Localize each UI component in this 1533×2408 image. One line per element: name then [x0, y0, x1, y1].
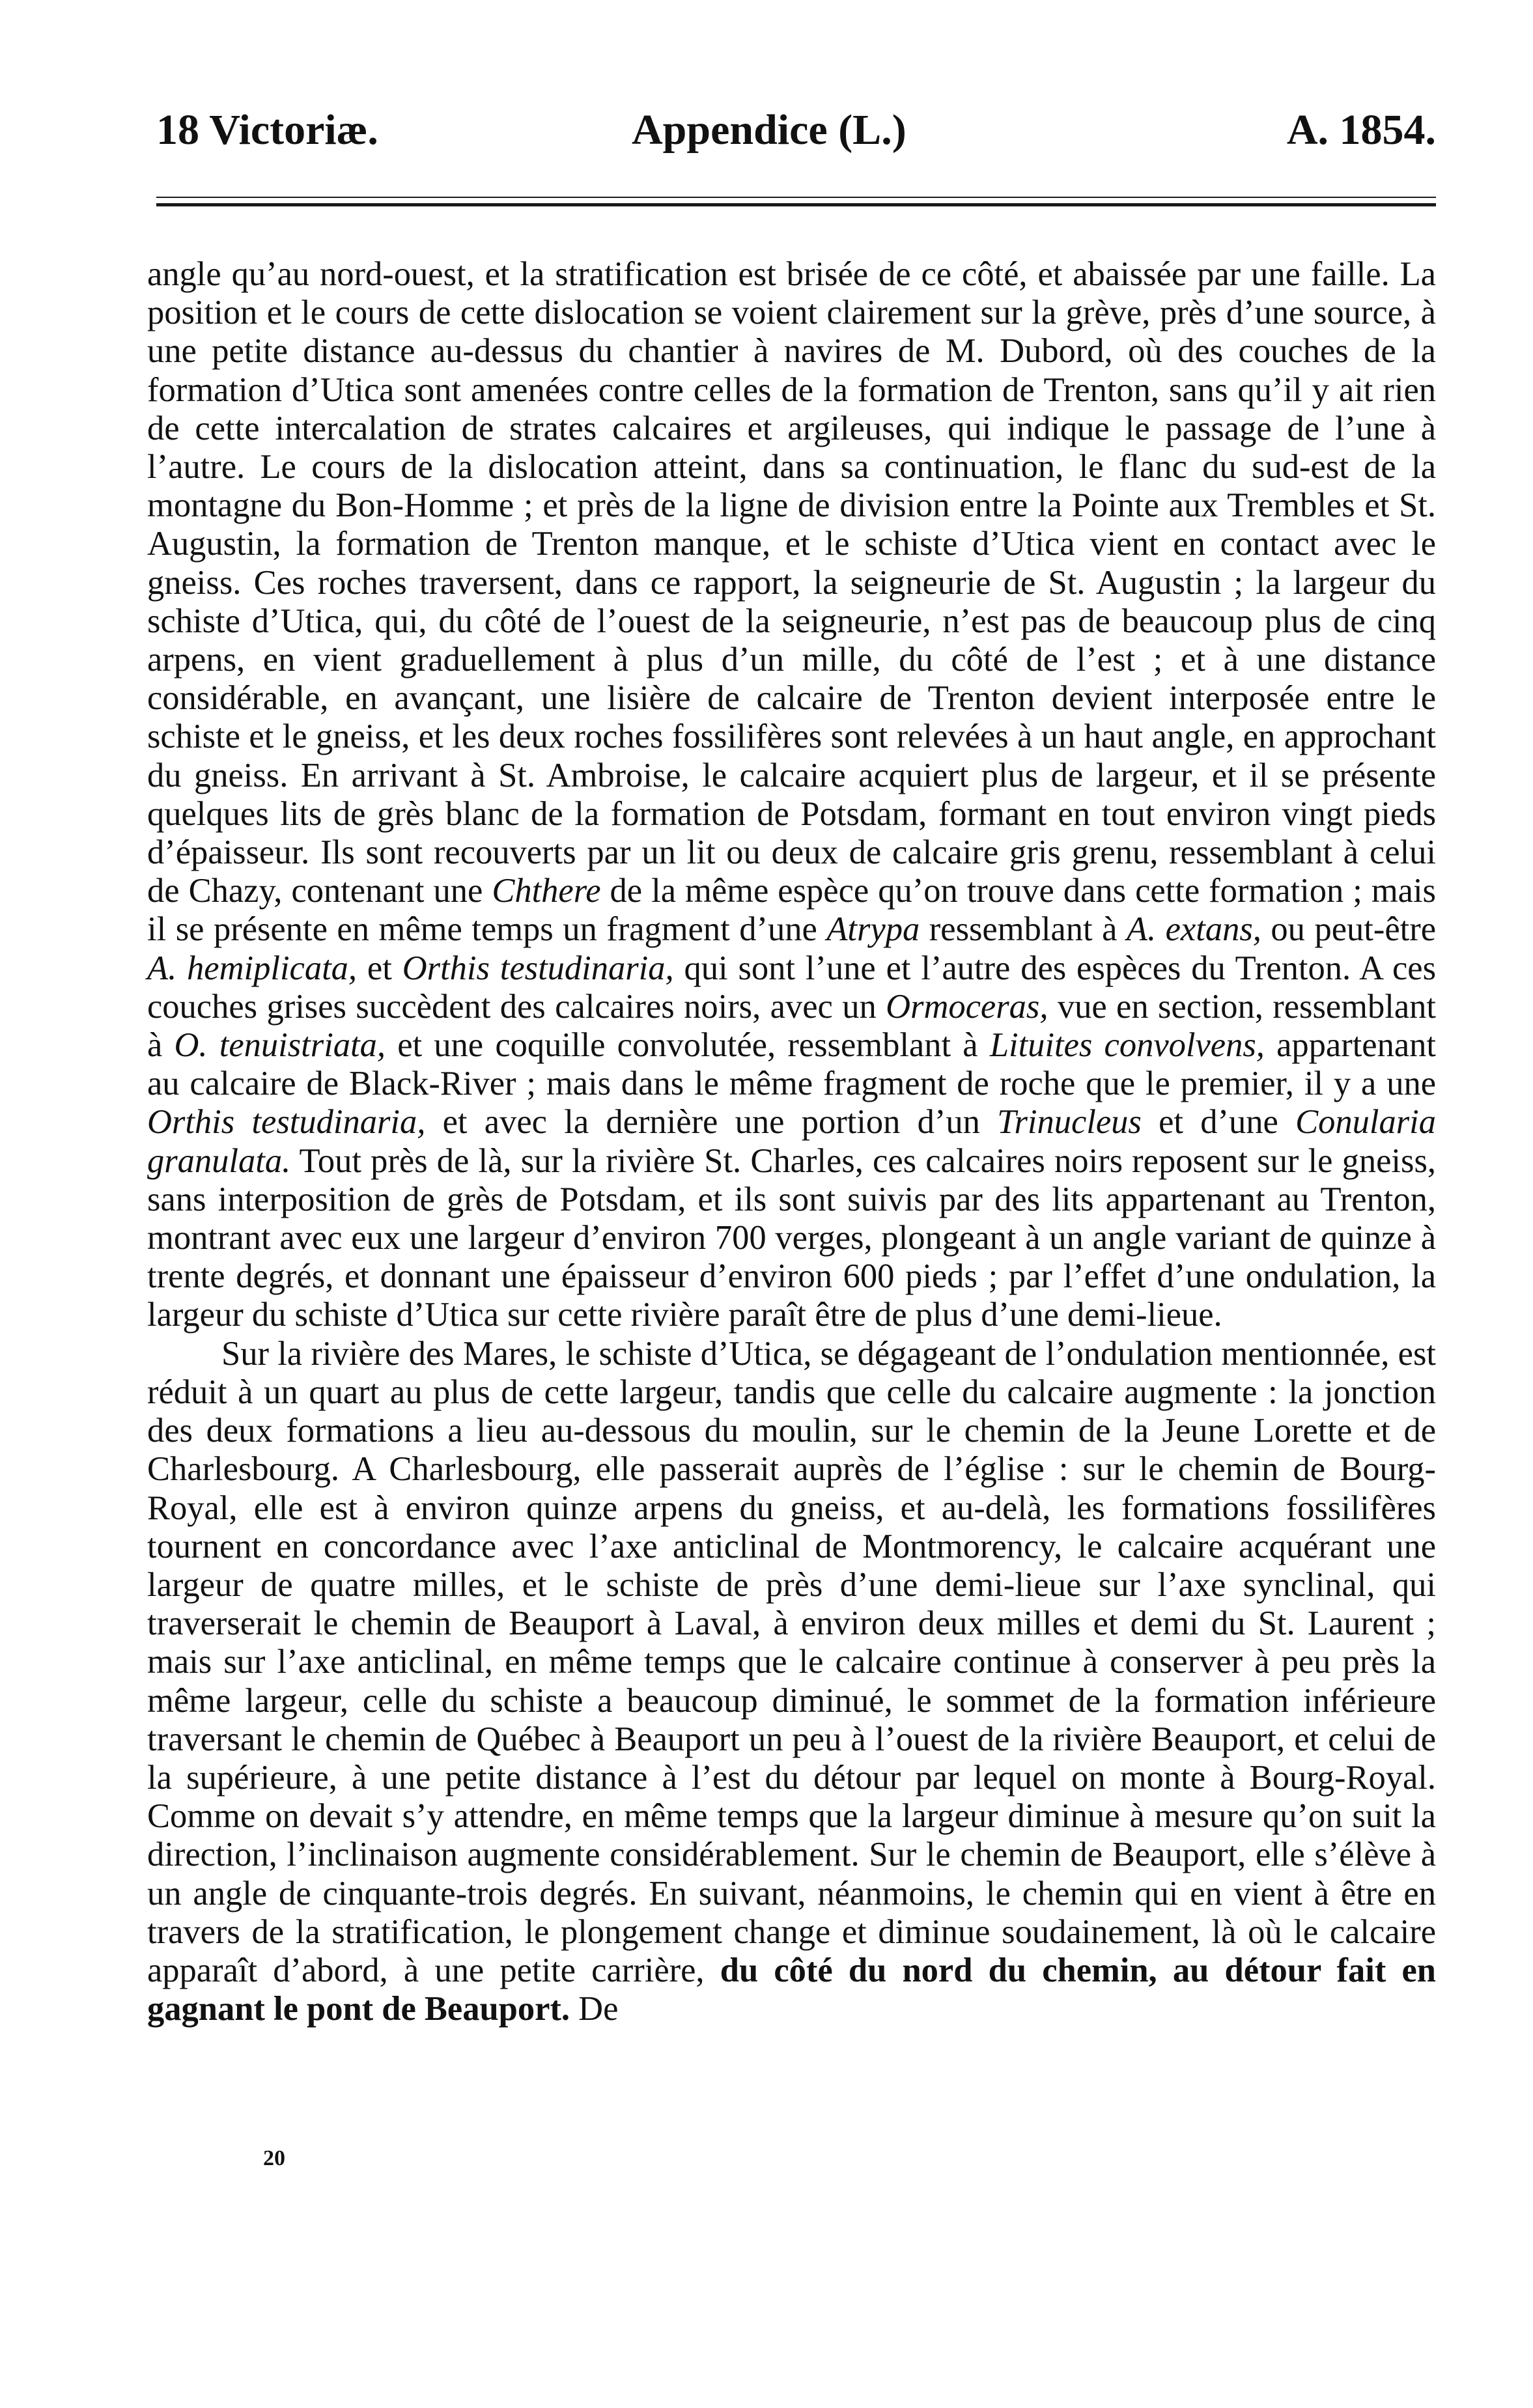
- running-header: [156, 101, 1436, 160]
- paragraph: [147, 1335, 1436, 2029]
- text-run: et d’une: [1141, 1103, 1296, 1141]
- text-run: ou peut-être: [1261, 910, 1436, 949]
- text-run: vue en section, ressemblant à: [147, 987, 1436, 1065]
- italic-run: Atrypa: [826, 910, 920, 949]
- italic-run: Lituites convolvens,: [989, 1026, 1265, 1065]
- header-rule-thin: [156, 197, 1436, 198]
- text-run: et une coquille convolutée, ressemblant à: [386, 1026, 990, 1065]
- italic-run: Orthis testudinaria,: [147, 1103, 426, 1141]
- text-run: angle qu’au nord-ouest, et la stratification est brisée de ce côté, et abaissée par une faille. La position et le cours de cette dislocation se voient clairement sur la grève, près d’une source, à une petite distance au-dessus du chantier à navires de M. Dubord, où des couches de la formation d’Utica sont amenées contre celles de la formation de Trenton, sans qu’il y ait rien de cette intercalation de strates calcaires et argileuses, qui indique le passage de l’une à l’autre. Le cours de la dislocation atteint, dans sa continuation, le flanc du sud-est de la montagne du Bon-Homme ; et près de la ligne de division entre la Pointe aux Trembles et St. Augustin, la formation de Trenton manque, et le schiste d’Utica vient en contact avec le gneiss. Ces roches traversent, dans ce rapport, la seigneurie de St. Augustin ; la largeur du schiste d’Utica, qui, du côté de l’ouest de la seigneurie, n’est pas de beaucoup plus de cinq arpens, en vient graduellement à plus d’un mille, du côté de l’est ; et à une distance considérable, en avançant, une lisière de calcaire de Trenton devient interposée entre le schiste et le gneiss, et les deux roches fossilifères sont relevées à un haut angle, en approchant du gneiss. En arrivant à St. Ambroise, le calcaire acquiert plus de largeur, et il se présente quelques lits de grès blanc de la formation de Potsdam, formant en tout environ vingt pieds d’épaisseur. Ils sont recouverts par un lit ou deux de calcaire gris grenu, ressemblant à celui de Chazy, contenant une: [147, 255, 1436, 910]
- text-run: Sur la rivière des Mares, le schiste d’Utica, se dégageant de l’ondulation mentionnée, est réduit à un quart au plus de cette largeur, tandis que celle du calcaire augmente : la jonction des deux formations a lieu au-dessous du moulin, sur le chemin de la Jeune Lorette et de Charlesbourg. A Charlesbourg, elle passerait auprès de l’église : sur le chemin de Bourg-Royal, elle est à environ quinze arpens du gneiss, et au-delà, les formations fossilifères tournent en concordance avec l’axe anticlinal de Montmorency, le calcaire acquérant une largeur de quatre milles, et le schiste de près d’une demi-lieue sur l’axe synclinal, qui traverserait le chemin de Beauport à Laval, à environ deux milles et demi du St. Laurent ; mais sur l’axe anticlinal, en même temps que le calcaire continue à conserver à peu près la même largeur, celle du schiste a beaucoup diminué, le sommet de la formation inférieure traversant le chemin de Québec à Beauport un peu à l’ouest de la rivière Beauport, et celui de la supérieure, à une petite distance à l’est du détour par lequel on monte à Bourg-Royal. Comme on devait s’y attendre, en même temps que la largeur diminue à mesure qu’on suit la direction, l’inclinaison augmente considérablement. Sur le chemin de Beauport, elle s’élève à un angle de cinquante-trois degrés. En suivant, néanmoins, le chemin qui en vient à être en travers de la stratification, le plongement change et diminue soudainement, là où le calcaire apparaît d’abord, à une petite carrière,: [147, 1334, 1436, 1989]
- italic-run: A. hemiplicata,: [147, 949, 358, 987]
- text-run: et avec la dernière une portion d’un: [425, 1103, 998, 1141]
- italic-run: Trinucleus: [997, 1103, 1142, 1141]
- header-appendix: Appendice (L.): [632, 106, 907, 154]
- italic-run: Ormoceras,: [886, 987, 1048, 1026]
- body-text: [147, 255, 1436, 2028]
- text-run: De: [570, 1990, 619, 2028]
- italic-run: Conularia granulata.: [147, 1103, 1436, 1180]
- paragraph: [147, 255, 1436, 1335]
- header-year: A. 1854.: [1286, 106, 1436, 154]
- text-run: ressemblant à: [920, 910, 1127, 949]
- header-session: 18 Victoriæ.: [156, 106, 378, 154]
- text-run: de la même espèce qu’on trouve dans cette formation ; mais il se présente en même temps un fragment d’une: [147, 872, 1436, 949]
- bold-run: du côté du nord du chemin, au détour fait en gagnant le pont de Beauport.: [147, 1951, 1437, 2028]
- italic-run: Orthis testudinaria,: [402, 949, 674, 987]
- text-run: qui sont l’une et l’autre des espèces du Trenton. A ces couches grises succèdent des calcaires noirs, avec un: [147, 949, 1436, 1026]
- italic-run: Chthere: [492, 872, 601, 910]
- italic-run: A. extans,: [1126, 910, 1261, 949]
- text-run: Tout près de là, sur la rivière St. Charles, ces calcaires noirs reposent sur le gneiss, sans interposition de grès de Potsdam, et ils sont suivis par des lits appartenant au Trenton, montrant avec eux une largeur d’environ 700 verges, plongeant à un angle variant de quinze à trente degrés, et donnant une épaisseur d’environ 600 pieds ; par l’effet d’une ondulation, la largeur du schiste d’Utica sur cette rivière paraît être de plus d’une demi-lieue.: [147, 1141, 1436, 1334]
- italic-run: O. tenuistriata,: [174, 1026, 386, 1065]
- header-rule-thick: [156, 203, 1436, 206]
- folio-number: 20: [263, 2146, 285, 2170]
- text-run: appartenant au calcaire de Black-River ; mais dans le même fragment de roche que le premier, il y a une: [147, 1026, 1436, 1103]
- text-run: et: [357, 949, 402, 987]
